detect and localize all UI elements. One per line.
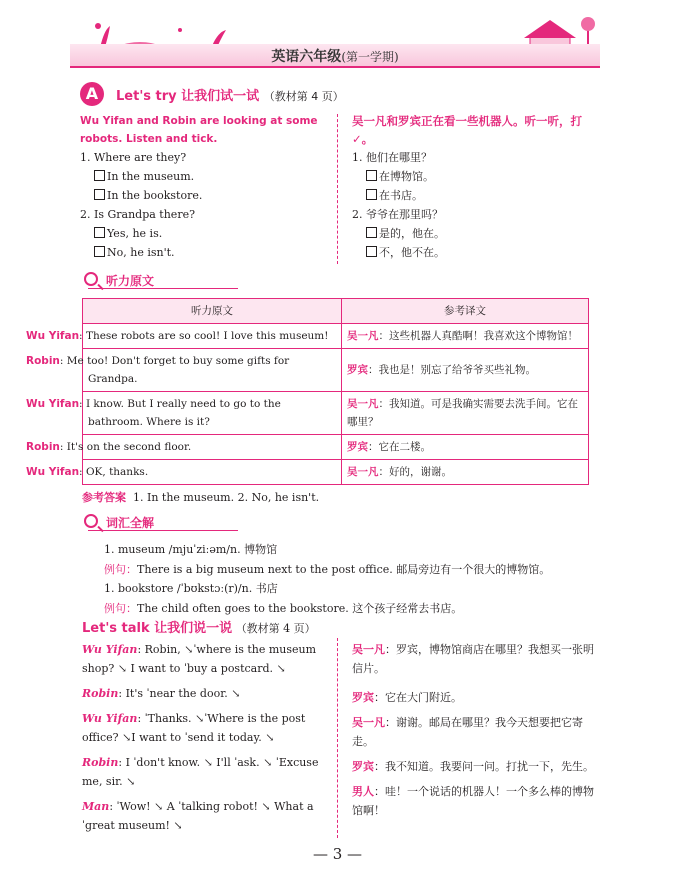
talk-english: Wu Yifan: Robin, ↘ˈwhere is the museum shop? ↘ I want to ˈbuy a postcard. ↘ Robin: It's ˈnear the door. ↘ Wu Yifan: ˈThanks. ↘ˈWhere is the post office? ↘I want to ˈsend it today. ↘ Robin: I ˈdon't know. ↘ I'll ˈask. ↘ ˈExcuse me, sir. ↘ Man: ˈWow! ↘ A ˈtalking robot! ↘ What a ˈgreat museum! ↘ [82,643,319,832]
talk-heading [82,620,316,638]
vocab-entry: 1. bookstore /ˈbʊkstɔː(r)/n. 书店 [104,582,278,595]
line-cn: 它在二楼。 [378,441,431,453]
question-1-cn: 1. 他们在哪里？ [352,151,432,164]
speaker: Wu Yifan [82,643,138,656]
speaker-cn: 吴一凡 [347,466,379,478]
option-label: 是的，他在。 [379,227,445,240]
speaker: Robin [82,756,119,769]
option-label: 在博物馆。 [379,170,434,183]
table-row: Robin: It's on the second floor. 罗宾：它在二楼。 [83,435,589,460]
speaker: Wu Yifan [26,330,80,342]
speaker-cn: 吴一凡 [352,643,385,656]
option-label: Yes, he is. [107,227,163,240]
option-label: 在书店。 [379,189,423,202]
table-row: Robin: Me too! Don't forget to buy some gifts for Grandpa. 罗宾：我也是！别忘了给爷爷买些礼物。 [83,349,589,392]
talk-source: （教材第 4 页） [235,622,316,635]
vocab-heading-label: 词汇全解 [106,516,155,530]
page-number: — 3 — [312,845,363,863]
option-row[interactable] [80,224,328,243]
header-band [70,44,600,68]
speaker-cn: 罗宾 [347,441,368,453]
checkbox[interactable] [366,170,377,181]
line-cn: 它在大门附近。 [385,691,462,704]
instruction-cn: 吴一凡和罗宾正在看一些机器人。听一听，打✓。 [352,114,582,146]
talk-chinese: 吴一凡：罗宾，博物馆商店在哪里？我想买一张明信片。 罗宾：它在大门附近。 吴一凡：谢谢。邮局在哪里？我今天想要把它寄走。 罗宾：我不知道。我要问一问。打扰一下，先生。 男人：哇！一个说话的机器人！一个多么棒的博物馆啊！ [352,643,594,817]
line-text: ˈThanks. ↘ˈWhere is the post office? ↘I want to ˈsend it today. ↘ [82,712,306,744]
line-cn: 我不知道。我要问一问。打扰一下，先生。 [385,760,594,773]
example-label: 例句： [104,602,137,615]
magnifier-icon [84,514,98,528]
exercise-english [80,112,328,262]
line-text: OK, thanks. [85,466,149,478]
checkbox[interactable] [366,246,377,257]
table-row: Wu Yifan: These robots are so cool! I love this museum! 吴一凡：这些机器人真酷啊！我喜欢这个博物馆！ [83,324,589,349]
listening-heading-label: 听力原文 [106,274,155,288]
line-cn: 我知道。可是我确实需要去洗手间。它在哪里？ [347,398,578,428]
speaker: Man [82,800,110,813]
line-text: It's ˈnear the door. ↘ [125,687,241,700]
table-header-row [83,299,589,324]
option-label: In the museum. [107,170,195,183]
section-badge: A [80,82,104,106]
option-label: No, he isn't. [107,246,175,259]
question-1-en: 1. Where are they? [80,151,187,164]
instruction-en: Wu Yifan and Robin are looking at some robots. Listen and tick. [80,115,318,145]
answer-label: 参考答案 [82,491,126,504]
option-row[interactable] [80,186,328,205]
speaker: Robin [26,355,60,367]
table-row: Wu Yifan: I know. But I really need to go to the bathroom. Where is it? 吴一凡：我知道。可是我确实需要去洗手间。它在哪里？ [83,392,589,435]
section-a-title: Let's try 让我们试一试 [116,89,260,104]
table-row: Wu Yifan: OK, thanks. 吴一凡：好的，谢谢。 [83,460,589,485]
option-row[interactable] [352,243,597,262]
checkbox[interactable] [94,246,105,257]
checkbox[interactable] [94,170,105,181]
speaker-cn: 吴一凡 [347,398,379,410]
example-text: The child often goes to the bookstore. 这个孩子经常去书店。 [137,602,463,615]
line-cn: 好的，谢谢。 [389,466,452,478]
option-row[interactable] [80,243,328,262]
speaker-cn: 吴一凡 [352,716,385,729]
magnifier-icon [84,272,98,286]
checkbox[interactable] [366,189,377,200]
line-cn: 这些机器人真酷啊！我喜欢这个博物馆！ [389,330,578,342]
speaker-cn: 男人 [352,785,374,798]
speaker-cn: 罗宾 [352,760,374,773]
example-label: 例句： [104,563,137,576]
book-title: 英语六年级 [271,49,342,65]
column-divider [337,114,338,264]
speaker: Wu Yifan [82,712,138,725]
vocab-example [104,600,462,618]
line-text: Robin, ↘ˈwhere is the museum shop? ↘ I want to ˈbuy a postcard. ↘ [82,643,317,675]
example-text: There is a big museum next to the post office. 邮局旁边有一个很大的博物馆。 [137,563,551,576]
answer-text: 1. In the museum. 2. No, he isn't. [133,491,320,504]
section-a-source: （教材第 4 页） [263,90,344,103]
line-text: Me too! Don't forget to buy some gifts for Grandpa. [66,355,290,385]
option-row[interactable] [352,186,597,205]
option-row[interactable] [80,167,328,186]
listening-table [26,298,589,485]
option-label: In the bookstore. [107,189,203,202]
speaker-cn: 罗宾 [347,364,368,376]
line-text: These robots are so cool! I love this museum! [85,330,329,342]
speaker: Robin [26,441,60,453]
checkbox[interactable] [94,227,105,238]
speaker-cn: 吴一凡 [347,330,379,342]
col-header-original: 听力原文 [83,299,342,324]
line-cn: 罗宾，博物馆商店在哪里？我想买一张明信片。 [352,643,594,675]
speaker: Wu Yifan [26,466,80,478]
checkbox[interactable] [366,227,377,238]
line-text: I know. But I really need to go to the bathroom. Where is it? [85,398,281,428]
option-row[interactable] [352,167,597,186]
book-subtitle: (第一学期) [341,50,399,64]
col-header-translation: 参考译文 [342,299,589,324]
exercise-chinese [352,112,597,262]
question-2-cn: 2. 爷爷在那里吗？ [352,208,443,221]
line-text: It's on the second floor. [66,441,192,453]
talk-title: Let's talk 让我们说一说 [82,621,233,636]
option-label: 不，他不在。 [379,246,445,259]
vocab-example [104,561,550,579]
speaker: Wu Yifan [26,398,80,410]
line-cn: 谢谢。邮局在哪里？我今天想要把它寄走。 [352,716,583,748]
speaker: Robin [82,687,119,700]
line-text: I ˈdon't know. ↘ I'll ˈask. ↘ ˈExcuse me, sir. ↘ [82,756,319,788]
line-cn: 我也是！别忘了给爷爷买些礼物。 [378,364,536,376]
line-text: ˈWow! ↘ A ˈtalking robot! ↘ What a ˈgreat museum! ↘ [82,800,314,832]
checkbox[interactable] [94,189,105,200]
question-2-en: 2. Is Grandpa there? [80,208,195,221]
vocab-entry: 1. museum /mjuˈziːəm/n. 博物馆 [104,543,278,556]
column-divider [337,638,338,838]
header-title [70,46,600,66]
line-cn: 哇！一个说话的机器人！一个多么棒的博物馆啊！ [352,785,594,817]
speaker-cn: 罗宾 [352,691,374,704]
answer-line [82,489,319,507]
option-row[interactable] [352,224,597,243]
